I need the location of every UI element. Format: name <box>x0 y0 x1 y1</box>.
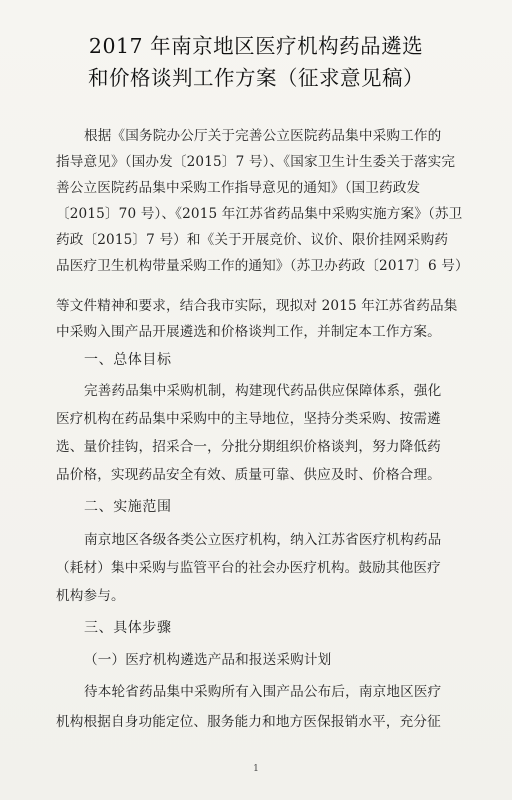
intro-line: 指导意见》（国办发〔2015〕7 号）、《国家卫生计生委关于落实完 <box>56 154 456 170</box>
section-heading-scope: 二、实施范围 <box>84 499 172 515</box>
document-title-line-2: 和价格谈判工作方案（征求意见稿） <box>88 66 424 90</box>
section1-line: 医疗机构在药品集中采购中的主导地位，坚持分类采购、按需遴 <box>56 411 441 427</box>
intro-line: 品医疗卫生机构带量采购工作的通知》（苏卫办药政〔2017〕6 号） <box>56 258 469 274</box>
intro-line: 药政〔2015〕7 号）和《关于开展竞价、议价、限价挂网采购药 <box>56 232 449 248</box>
section-heading-steps: 三、具体步骤 <box>84 620 172 636</box>
intro-line: 根据《国务院办公厅关于完善公立医院药品集中采购工作的 <box>84 128 442 144</box>
document-title-line-1: 2017 年南京地区医疗机构药品遴选 <box>88 34 424 58</box>
intro-line: 中采购入围产品开展遴选和价格谈判工作，并制定本工作方案。 <box>56 324 441 340</box>
section3-line: 待本轮省药品集中采购所有入围产品公布后，南京地区医疗 <box>84 684 442 700</box>
intro-line: 等文件精神和要求，结合我市实际，现拟对 2015 年江苏省药品集 <box>56 298 458 314</box>
section-heading-goals: 一、总体目标 <box>84 352 172 368</box>
section2-line: （耗材）集中采购与监管平台的社会办医疗机构。鼓励其他医疗 <box>56 560 441 576</box>
section1-line: 品价格，实现药品安全有效、质量可靠、供应及时、价格合理。 <box>56 467 441 483</box>
section3-subheading: （一）医疗机构遴选产品和报送采购计划 <box>84 652 332 668</box>
section2-line: 南京地区各级各类公立医疗机构，纳入江苏省医疗机构药品 <box>84 532 442 548</box>
section1-line: 选、量价挂钩，招采合一，分批分期组织价格谈判，努力降低药 <box>56 439 441 455</box>
section1-line: 完善药品集中采购机制，构建现代药品供应保障体系，强化 <box>84 383 442 399</box>
page-number: 1 <box>253 764 259 774</box>
section3-line: 机构根据自身功能定位、服务能力和地方医保报销水平，充分征 <box>56 714 441 730</box>
intro-line: 善公立医院药品集中采购工作指导意见的通知》（国卫药政发 <box>56 180 421 196</box>
section2-line: 机构参与。 <box>56 588 125 604</box>
intro-line: 〔2015〕70 号）、《2015 年江苏省药品集中采购实施方案》（苏卫 <box>56 206 463 222</box>
